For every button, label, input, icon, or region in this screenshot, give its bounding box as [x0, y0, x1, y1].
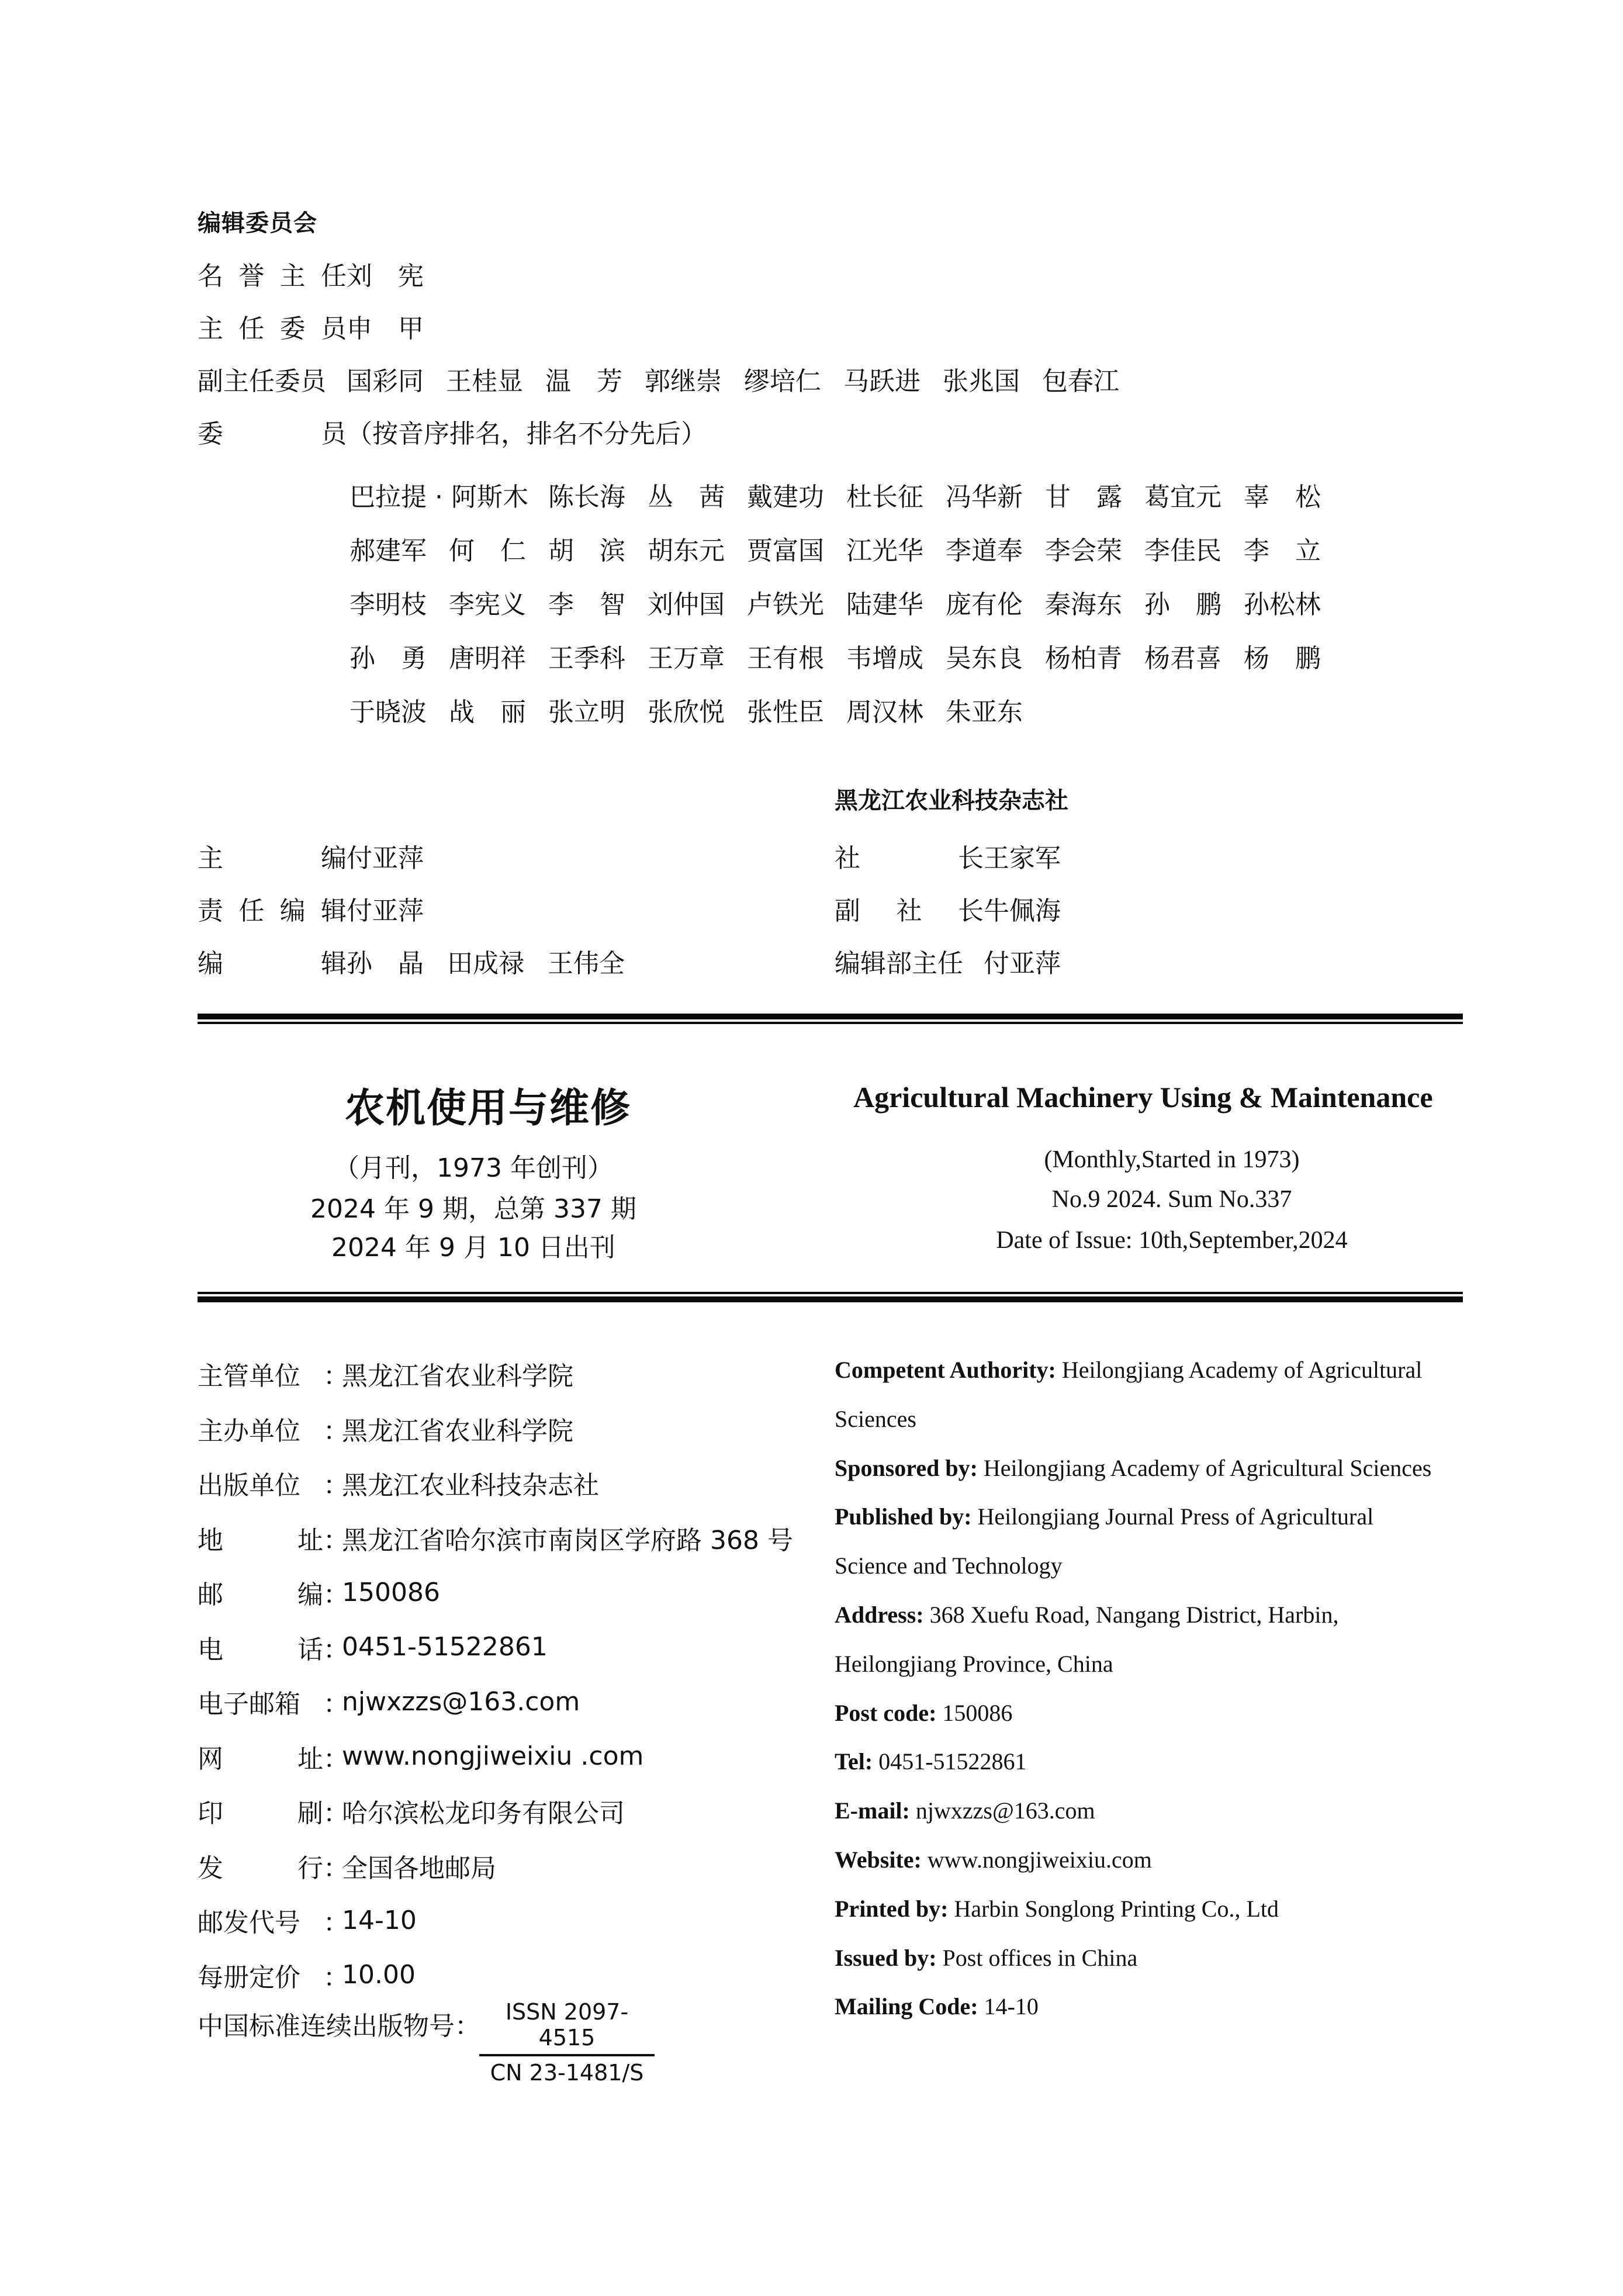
imprint-en-key: Issued by: [835, 1944, 937, 1971]
imprint-en-line [835, 1944, 1137, 1972]
person-name: 胡东元 [648, 536, 725, 566]
person-name: 王万章 [648, 644, 725, 673]
members-grid [349, 468, 1343, 736]
person-name: 马跃进 [843, 366, 920, 396]
imprint-en-key: Address: [835, 1602, 924, 1628]
imprint-label: 印 刷 [198, 1799, 323, 1828]
person-name: 张性臣 [747, 697, 824, 727]
imprint-value: 150086 [342, 1577, 440, 1607]
imprint-en-value: Heilongjiang Academy of Agricultural [1056, 1357, 1423, 1383]
person-name: 冯华新 [946, 482, 1023, 512]
person-name: 庞有伦 [946, 590, 1023, 620]
serial-number-fraction [479, 1999, 655, 2086]
imprint-en-key: Published by: [835, 1503, 972, 1530]
imprint-en-key: Post code: [835, 1699, 937, 1726]
person-name: 刘 宪 [347, 261, 424, 291]
imprint-value: 黑龙江省农业科学院 [342, 1416, 573, 1446]
person-name: 郝建军 [349, 536, 427, 566]
imprint-en-line [835, 1552, 1063, 1579]
double-rule-bottom [198, 1292, 1463, 1302]
imprint-en-value: Science and Technology [835, 1552, 1063, 1579]
serial-number-row [198, 2005, 480, 2042]
press-name: 黑龙江农业科技杂志社 [835, 787, 1068, 814]
imprint-value: 黑龙江省农业科学院 [342, 1361, 573, 1391]
journal-title-cn: 农机使用与维修 [345, 1085, 632, 1132]
person-name: 张欣悦 [648, 697, 725, 727]
imprint-en-value: Heilongjiang Journal Press of Agricultural [971, 1503, 1374, 1530]
imprint-label: 邮 编 [198, 1580, 323, 1610]
journal-en-line: No.9 2024. Sum No.337 [1051, 1186, 1292, 1213]
person-name: 包春江 [1042, 366, 1119, 396]
person-name: 王季科 [548, 644, 625, 673]
director-row [198, 312, 446, 344]
person-name: 李佳民 [1144, 536, 1221, 566]
honorary-director-label: 名 誉 主 任 [198, 261, 347, 291]
members-row [198, 417, 707, 449]
imprint-cn-row: 每册定价 ： 10.00 [198, 1956, 416, 1994]
journal-title-en: Agricultural Machinery Using & Maintenance [853, 1081, 1433, 1114]
person-name: 战 丽 [449, 697, 526, 727]
person-name: 孙 鹏 [1144, 590, 1221, 620]
members-label: 委 员 [198, 419, 347, 449]
imprint-en-value: Sciences [835, 1405, 916, 1432]
imprint-en-value: 0451-51522861 [873, 1748, 1027, 1775]
person-name: 朱亚东 [946, 697, 1023, 727]
imprint-label: 主办单位 [198, 1416, 300, 1446]
press-staff-row [835, 837, 1061, 874]
imprint-label: 地 址 [198, 1525, 323, 1555]
person-name: 刘仲国 [648, 590, 725, 620]
person-name: 郭继崇 [645, 366, 722, 396]
person-name: 巴拉提 · 阿斯木 [349, 482, 528, 512]
imprint-en-value: njwxzzs@163.com [909, 1797, 1095, 1824]
committee-title: 编辑委员会 [198, 210, 317, 237]
imprint-value: 黑龙江农业科技杂志社 [342, 1471, 599, 1500]
double-rule-top [198, 1014, 1463, 1024]
person-name: 李会荣 [1045, 536, 1122, 566]
journal-en-line: (Monthly,Started in 1973) [1044, 1146, 1300, 1173]
imprint-en-line [835, 1748, 1027, 1775]
imprint-cn-row: 主办单位 ： 黑龙江省农业科学院 [198, 1410, 573, 1447]
person-name: 江光华 [846, 536, 923, 566]
imprint-en-value: Post offices in China [936, 1944, 1138, 1971]
person-name: 甘 露 [1045, 482, 1122, 512]
person-name: 王伟全 [548, 949, 625, 978]
staff-role: 编 辑 [198, 949, 347, 978]
imprint-value: 全国各地邮局 [342, 1853, 496, 1883]
members-row-4 [349, 629, 1343, 683]
person-name: 辜 松 [1244, 482, 1321, 512]
person-name: 丛 茜 [648, 482, 725, 512]
members-row-1 [349, 468, 1343, 521]
person-name: 李宪义 [449, 590, 526, 620]
imprint-label: 电子邮箱 [198, 1689, 300, 1719]
staff-row [198, 837, 424, 874]
imprint-en-line [835, 1503, 1373, 1530]
person-name: 孙松林 [1244, 590, 1321, 620]
imprint-label: 邮发代号 [198, 1908, 300, 1938]
imprint-en-value: Heilongjiang Province, China [835, 1650, 1113, 1677]
vice-directors-label: 副主任委员 [198, 366, 326, 396]
person-name: 杜长征 [846, 482, 923, 512]
vice-directors-row [198, 364, 1141, 396]
vice-directors-list [347, 360, 1141, 397]
imprint-en-value: 14-10 [978, 1993, 1039, 2020]
person-name: 孙 晶 [347, 949, 424, 978]
imprint-cn-row: 出版单位 ： 黑龙江农业科技杂志社 [198, 1464, 599, 1502]
imprint-en-value: 150086 [936, 1699, 1013, 1726]
members-row-5 [349, 683, 1343, 736]
imprint-en-line [835, 1650, 1113, 1678]
person-name: 付亚萍 [347, 896, 424, 926]
honorary-director-row [198, 259, 446, 291]
imprint-en-key: Printed by: [835, 1895, 949, 1922]
imprint-en-key: Sponsored by: [835, 1454, 978, 1481]
cn-number: CN 23-1481/S [490, 2060, 644, 2086]
journal-en-line: Date of Issue: 10th,September,2024 [996, 1227, 1348, 1254]
person-name: 唐明祥 [449, 644, 526, 673]
person-name: 田成禄 [447, 949, 524, 978]
imprint-label: 电 话 [198, 1634, 323, 1665]
person-name: 卢铁光 [747, 590, 824, 620]
imprint-cn-row: 邮发代号 ： 14-10 [198, 1901, 417, 1939]
imprint-cn-row: 电 话 ： 0451-51522861 [198, 1628, 548, 1666]
person-name: 戴建功 [747, 482, 824, 512]
person-name: 申 甲 [347, 314, 424, 344]
imprint-label: 发 行 [198, 1853, 323, 1883]
issn-number: ISSN 2097-4515 [479, 1999, 655, 2056]
imprint-cn-row: 邮 编 ： 150086 [198, 1574, 440, 1611]
imprint-en-value: 368 Xuefu Road, Nangang District, Harbin, [923, 1602, 1339, 1628]
members-row-2 [349, 521, 1343, 575]
staff-role: 社 长 [835, 843, 984, 873]
imprint-value: 10.00 [342, 1960, 416, 1990]
person-name: 李 立 [1244, 536, 1321, 566]
imprint-en-key: Mailing Code: [835, 1993, 978, 2020]
imprint-value: 黑龙江省哈尔滨市南岗区学府路 368 号 [342, 1525, 793, 1555]
person-name: 国彩同 [347, 366, 424, 396]
members-note: （按音序排名，排名不分先后） [347, 419, 707, 449]
imprint-cn-row: 网 址 ： www.nongjiweixiu .com [198, 1738, 643, 1775]
person-name: 秦海东 [1045, 590, 1122, 620]
imprint-en-key: Website: [835, 1847, 922, 1873]
imprint-cn-row: 地 址 ： 黑龙江省哈尔滨市南岗区学府路 368 号 [198, 1519, 793, 1557]
imprint-en-line [835, 1993, 1039, 2020]
staff-row [198, 890, 424, 927]
person-name: 陈长海 [548, 482, 625, 512]
imprint-en-line [835, 1699, 1012, 1727]
person-name: 李道奉 [946, 536, 1023, 566]
person-name: 陆建华 [846, 590, 923, 620]
imprint-en-value: www.nongjiweixiu.com [921, 1847, 1152, 1873]
imprint-cn-row: 发 行 ： 全国各地邮局 [198, 1847, 496, 1884]
imprint-value: 0451-51522861 [342, 1632, 548, 1662]
imprint-label: 每册定价 [198, 1962, 300, 1993]
staff-row [198, 942, 625, 980]
person-name: 王桂显 [446, 366, 523, 396]
person-name: 葛宜元 [1144, 482, 1221, 512]
person-name: 于晓波 [349, 697, 427, 727]
person-name: 胡 滨 [548, 536, 625, 566]
imprint-en-key: Tel: [835, 1748, 873, 1775]
imprint-label: 主管单位 [198, 1361, 300, 1391]
person-name: 韦增成 [846, 644, 923, 673]
imprint-en-value: Heilongjiang Academy of Agricultural Sciences [977, 1454, 1432, 1481]
serial-number-label: 中国标准连续出版物号： [198, 2011, 480, 2041]
imprint-en-line [835, 1846, 1152, 1873]
person-name: 杨君喜 [1144, 644, 1221, 673]
imprint-value: njwxzzs@163.com [342, 1686, 580, 1717]
staff-role: 编辑部主任 [835, 949, 963, 978]
person-name: 张立明 [548, 697, 625, 727]
imprint-cn-row: 印 刷 ： 哈尔滨松龙印务有限公司 [198, 1792, 625, 1830]
person-name: 何 仁 [449, 536, 526, 566]
members-row-3 [349, 575, 1343, 629]
staff-role: 副 社 长 [835, 896, 984, 926]
person-name: 缪培仁 [744, 366, 821, 396]
imprint-en-line [835, 1405, 916, 1433]
imprint-en-line [835, 1454, 1431, 1482]
person-name: 周汉林 [846, 697, 923, 727]
imprint-cn-row: 电子邮箱 ： njwxzzs@163.com [198, 1683, 580, 1720]
director-label: 主 任 委 员 [198, 314, 347, 344]
press-staff-row [835, 942, 1061, 980]
person-name: 杨柏青 [1045, 644, 1122, 673]
imprint-value: www.nongjiweixiu .com [342, 1741, 644, 1771]
imprint-label: 网 址 [198, 1744, 323, 1774]
person-name: 温 芳 [545, 366, 622, 396]
imprint-en-value: Harbin Songlong Printing Co., Ltd [948, 1895, 1279, 1922]
person-name: 吴东良 [946, 644, 1023, 673]
person-name: 王家军 [984, 843, 1061, 873]
imprint-value: 哈尔滨松龙印务有限公司 [342, 1799, 625, 1828]
person-name: 李 智 [548, 590, 625, 620]
person-name: 付亚萍 [984, 949, 1061, 978]
person-name: 孙 勇 [349, 644, 427, 673]
journal-cn-line: 2024 年 9 月 10 日出刊 [331, 1233, 615, 1263]
imprint-en-line [835, 1895, 1279, 1922]
person-name: 李明枝 [349, 590, 427, 620]
imprint-en-line [835, 1797, 1095, 1824]
imprint-label: 出版单位 [198, 1471, 300, 1500]
imprint-en-line [835, 1356, 1422, 1384]
person-name: 牛佩海 [984, 896, 1061, 926]
imprint-cn-row: 主管单位 ： 黑龙江省农业科学院 [198, 1355, 573, 1392]
person-name: 付亚萍 [347, 843, 424, 873]
journal-cn-line: （月刊，1973 年创刊） [334, 1153, 613, 1183]
press-staff-row [835, 890, 1061, 927]
imprint-en-key: Competent Authority: [835, 1357, 1056, 1383]
imprint-value: 14-10 [342, 1905, 417, 1935]
person-name: 杨 鹏 [1244, 644, 1321, 673]
person-name: 张兆国 [943, 366, 1020, 396]
journal-cn-line: 2024 年 9 期，总第 337 期 [310, 1194, 636, 1224]
imprint-en-key: E-mail: [835, 1797, 910, 1824]
staff-role: 责 任 编 辑 [198, 896, 347, 926]
person-name: 王有根 [747, 644, 824, 673]
imprint-en-line [835, 1601, 1338, 1628]
staff-role: 主 编 [198, 843, 347, 873]
person-name: 贾富国 [747, 536, 824, 566]
